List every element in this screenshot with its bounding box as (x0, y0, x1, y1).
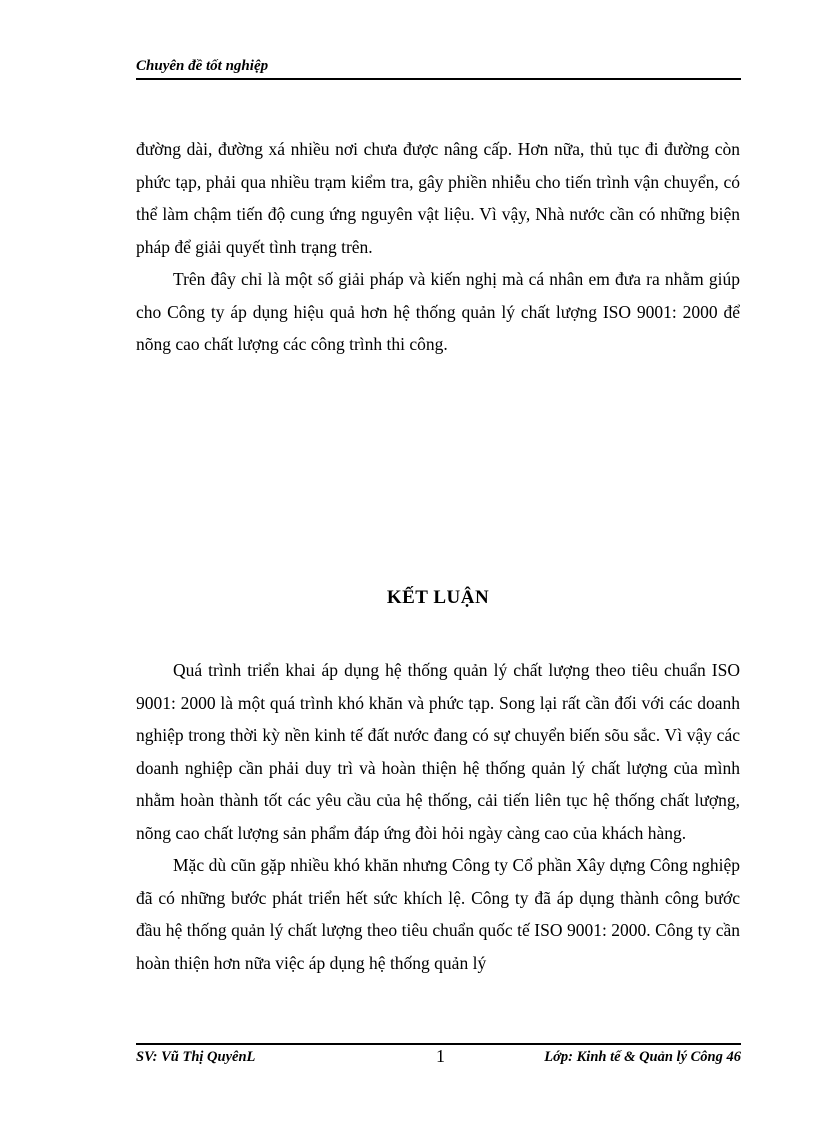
section-1-text (136, 133, 740, 361)
page-header (136, 56, 741, 80)
conclusion-paragraph-2: Mặc dù cũn gặp nhiều khó khăn nhưng Công ty Cổ phần Xây dựng Công nghiệp đã có những bước phát triển hết sức khích lệ. Công ty đã áp dụng thành công bước đầu hệ thống quản lý chất lượng theo tiêu chuẩn quốc tế ISO 9001: 2000. Công ty cần hoàn thiện hơn nữa việc áp dụng hệ thống quản lý (136, 855, 740, 973)
footer-rule (136, 1043, 741, 1045)
header-title: Chuyên đề tốt nghiệp (136, 58, 269, 74)
paragraph-recommendations: Trên đây chỉ là một số giải pháp và kiến nghị mà cá nhân em đưa ra nhằm giúp cho Công ty áp dụng hiệu quả hơn hệ thống quản lý chất lượng ISO 9001: 2000 để nõng cao chất lượng các công trình thi công. (136, 269, 740, 354)
footer-student-name: SV: Vũ Thị QuyênL (136, 1049, 256, 1065)
paragraph-continuation: đường dài, đường xá nhiều nơi chưa được nâng cấp. Hơn nữa, thủ tục đi đường còn phức tạp, phải qua nhiều trạm kiểm tra, gây phiền nhiễu cho tiến trình vận chuyển, có thể làm chậm tiến độ cung ứng nguyên vật liệu. Vì vậy, Nhà nước cần có những biện pháp để giải quyết tình trạng trên. (136, 139, 740, 257)
conclusion-text (136, 654, 740, 979)
footer-class: Lớp: Kinh tế & Quản lý Công 46 (544, 1049, 741, 1065)
conclusion-heading: KẾT LUẬN (386, 587, 490, 608)
page-number: 1 (436, 1046, 445, 1066)
header-rule (136, 78, 741, 80)
conclusion-paragraph-1: Quá trình triển khai áp dụng hệ thống quản lý chất lượng theo tiêu chuẩn ISO 9001: 2000 là một quá trình khó khăn và phức tạp. Song lại rất cần đối với các doanh nghiệp trong thời kỳ nền kinh tế đất nước đang có sự chuyển biến sõu sắc. Vì vậy các doanh nghiệp cần phải duy trì và hoàn thiện hệ thống quản lý chất lượng của mình nhằm hoàn thành tốt các yêu cầu của hệ thống, cải tiến liên tục hệ thống chất lượng, nõng cao chất lượng sản phẩm đáp ứng đòi hỏi ngày càng cao của khách hàng. (136, 660, 740, 843)
page-footer (136, 1043, 741, 1073)
